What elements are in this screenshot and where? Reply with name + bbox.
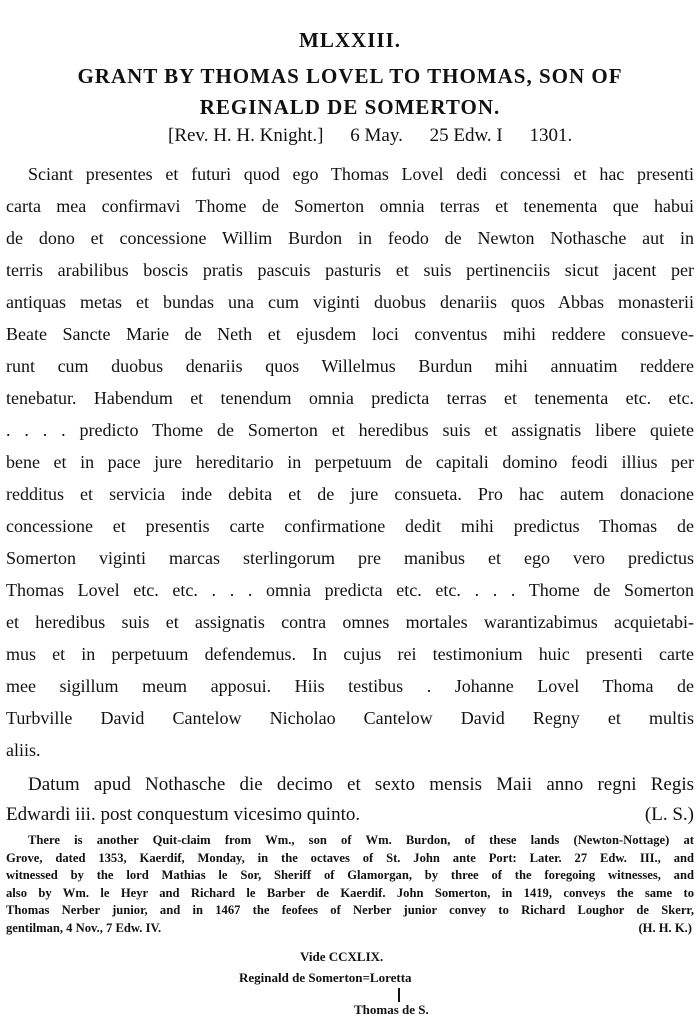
- genealogy-parents: Reginald de Somerton=Loretta: [239, 970, 412, 985]
- genealogy-child: Thomas de S.: [354, 1002, 429, 1017]
- body-line: tenebatur. Habendum et tenendum omnia predicta terras et tenementa etc. etc.: [6, 388, 694, 408]
- body-line: . . . . predicto Thome de Somerton et heredibus suis et assignatis libere quiete: [6, 420, 694, 440]
- source-reference: [Rev. H. H. Knight.]: [168, 125, 324, 146]
- body-line: mus et in perpetuum defendemus. In cujus rei testimonium huic presenti carte: [6, 644, 694, 664]
- body-line: aliis.: [6, 740, 41, 760]
- body-line: redditus et servicia inde debita et de jure consueta. Pro hac autem donacione: [6, 484, 694, 504]
- genealogy-descent-line: [398, 988, 400, 1002]
- body-line: Somerton viginti marcas sterlingorum pre manibus et ego vero predictus: [6, 548, 694, 568]
- note-line: witnessed by the lord Mathias le Sor, Sheriff of Glamorgan, by three of the foregoing witnesses, and: [6, 868, 694, 882]
- calendar-year: 1301.: [529, 125, 573, 146]
- seal-mark: (L. S.): [644, 804, 694, 825]
- dating-clause-line-2: Edwardi iii. post conquestum vicesimo quinto. (L. S.): [6, 801, 694, 829]
- body-line: Beate Sancte Marie de Neth et ejusdem loci conventus mihi reddere consueve-: [6, 324, 694, 344]
- note-line: gentilman, 4 Nov., 7 Edw. IV. (H. H. K.): [6, 920, 694, 938]
- note-line: Thomas Nerber junior, and in 1467 the feofees of Nerber junior convey to Richard Loughor de Skerr,: [6, 903, 694, 917]
- dating-clause-line-1: Datum apud Nothasche die decimo et sexto mensis Maii anno regni Regis: [28, 774, 694, 795]
- cross-reference: Vide CCXLIX.: [300, 949, 384, 964]
- body-line: Thomas Lovel etc. etc. . . . omnia predicta etc. etc. . . . Thome de Somerton: [6, 580, 694, 600]
- body-line: terris arabilibus boscis pratis pascuis pasturis et suis pertinenciis sicut jacent per: [6, 260, 694, 280]
- body-line: carta mea confirmavi Thome de Somerton omnia terras et tenementa que habui: [6, 196, 694, 216]
- body-line: Sciant presentes et futuri quod ego Thomas Lovel dedi concessi et hac presenti: [28, 164, 694, 184]
- note-line: There is another Quit-claim from Wm., son of Wm. Burdon, of these lands (Newton-Nottage) at: [28, 833, 694, 847]
- note-line: also by Wm. le Heyr and Richard le Barber de Kaerdif. John Somerton, in 1419, conveys the same to: [6, 885, 694, 900]
- reference-line: [168, 125, 572, 147]
- body-line: antiquas metas et bundas una cum viginti duobus denariis quos Abbas monasterii: [6, 292, 694, 312]
- body-line: runt cum duobus denariis quos Willelmus Burdun mihi annuatim reddere: [6, 356, 694, 376]
- note-initials: (H. H. K.): [638, 920, 692, 935]
- note-line: Grove, dated 1353, Kaerdif, Monday, in the octaves of St. John ante Port: Later. 27 Edw. III., and: [6, 850, 694, 865]
- body-line: bene et in pace jure hereditario in perpetuum de capitali domino feodi illius per: [6, 452, 694, 472]
- charter-title-line-1: GRANT BY THOMAS LOVEL TO THOMAS, SON OF: [77, 64, 623, 88]
- charter-date: 6 May.: [350, 125, 403, 146]
- body-line: mee sigillum meum apposui. Hiis testibus . Johanne Lovel Thoma de: [6, 676, 694, 696]
- regnal-year: 25 Edw. I: [429, 125, 503, 146]
- body-line: concessione et presentis carte confirmatione dedit mihi predictus Thomas de: [6, 516, 694, 536]
- body-line: et heredibus suis et assignatis contra omnes mortales warantizabimus acquietabi-: [6, 612, 694, 632]
- body-line: de dono et concessione Willim Burdon in feodo de Newton Nothasche aut in: [6, 228, 694, 248]
- charter-number: MLXXIII.: [299, 28, 401, 52]
- charter-title-line-2: REGINALD DE SOMERTON.: [199, 95, 501, 119]
- body-line: Turbville David Cantelow Nicholao Cantelow David Regny et multis: [6, 708, 694, 728]
